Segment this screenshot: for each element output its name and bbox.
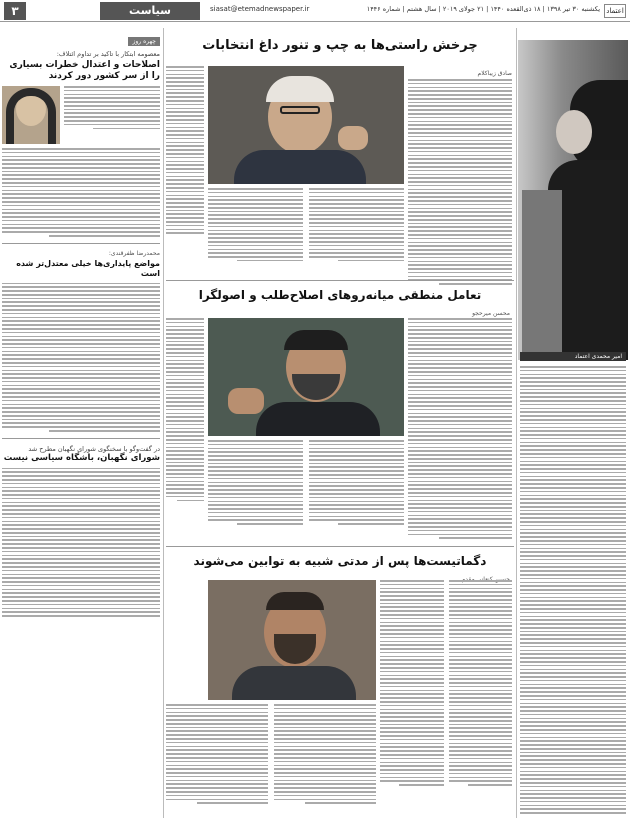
left-article3-headline[interactable]: شورای نگهبان، باشگاه سیاسی نیست [3, 452, 160, 463]
ebtekar-portrait [2, 86, 60, 144]
left-article2-byline: محمدرضا ظفرقندی: [108, 249, 160, 257]
kanani-photo [208, 580, 376, 700]
face-of-day-tag: چهره روز [128, 37, 160, 46]
article2-headline[interactable]: تعامل منطقی میانه‌روهای اصلاح‌طلب و اصولگرا [198, 288, 482, 302]
article1-headline[interactable]: چرخش راستی‌ها به چپ و تنور داغ انتخابات [202, 38, 478, 53]
article1-body-right [408, 68, 512, 303]
photo-caption: امیر محمدی اعتماد [520, 352, 626, 361]
zibakalam-photo [208, 66, 404, 184]
article1-byline: صادق زیباکلام [477, 70, 512, 77]
article3-body-right [380, 580, 512, 816]
right-column-body [520, 366, 626, 816]
article3-headline[interactable]: دگماتیست‌ها پس از مدتی شبیه به توابین می‌شوند [193, 554, 487, 568]
date-line: یکشنبه ۳۰ تیر ۱۳۹۸ | ۱۸ ذی‌القعده ۱۴۴۰ | ۲۱ جولای ۲۰۱۹ | سال هشتم | شماره ۱۴۴۶ [366, 5, 600, 13]
left-column [2, 28, 160, 818]
woman-hijab-photo [518, 40, 628, 360]
mirhajo-photo [208, 318, 404, 436]
newspaper-logo: اعتماد [604, 4, 626, 18]
left-article2-headline[interactable]: مواضع پایداری‌ها خیلی معتدل‌تر شده است [16, 258, 160, 278]
section-title: سیاست [100, 2, 200, 20]
left-article3-kicker: در گفت‌وگو با سخنگوی شورای نگهبان مطرح شد [28, 444, 160, 453]
article2-body-left [166, 318, 204, 540]
article1-body-left [166, 66, 204, 276]
article1-body-bottom [208, 188, 404, 274]
page-header [0, 0, 630, 22]
page-number: ۳ [4, 2, 26, 20]
left-headline[interactable]: اصلاحات و اعتدال خطرات بسیاری را از سر کشور دور کردند [9, 60, 160, 81]
article2-body-right [408, 318, 512, 568]
article2-byline: محسن میرحجو [472, 310, 510, 317]
email-address[interactable]: siasat@etemadnewspaper.ir [210, 5, 310, 13]
left-kicker: معصومه ابتکار با تاکید بر تداوم ائتلاف: [56, 50, 160, 58]
article3-body-bottom [166, 704, 376, 816]
article2-body-bottom [208, 440, 404, 540]
